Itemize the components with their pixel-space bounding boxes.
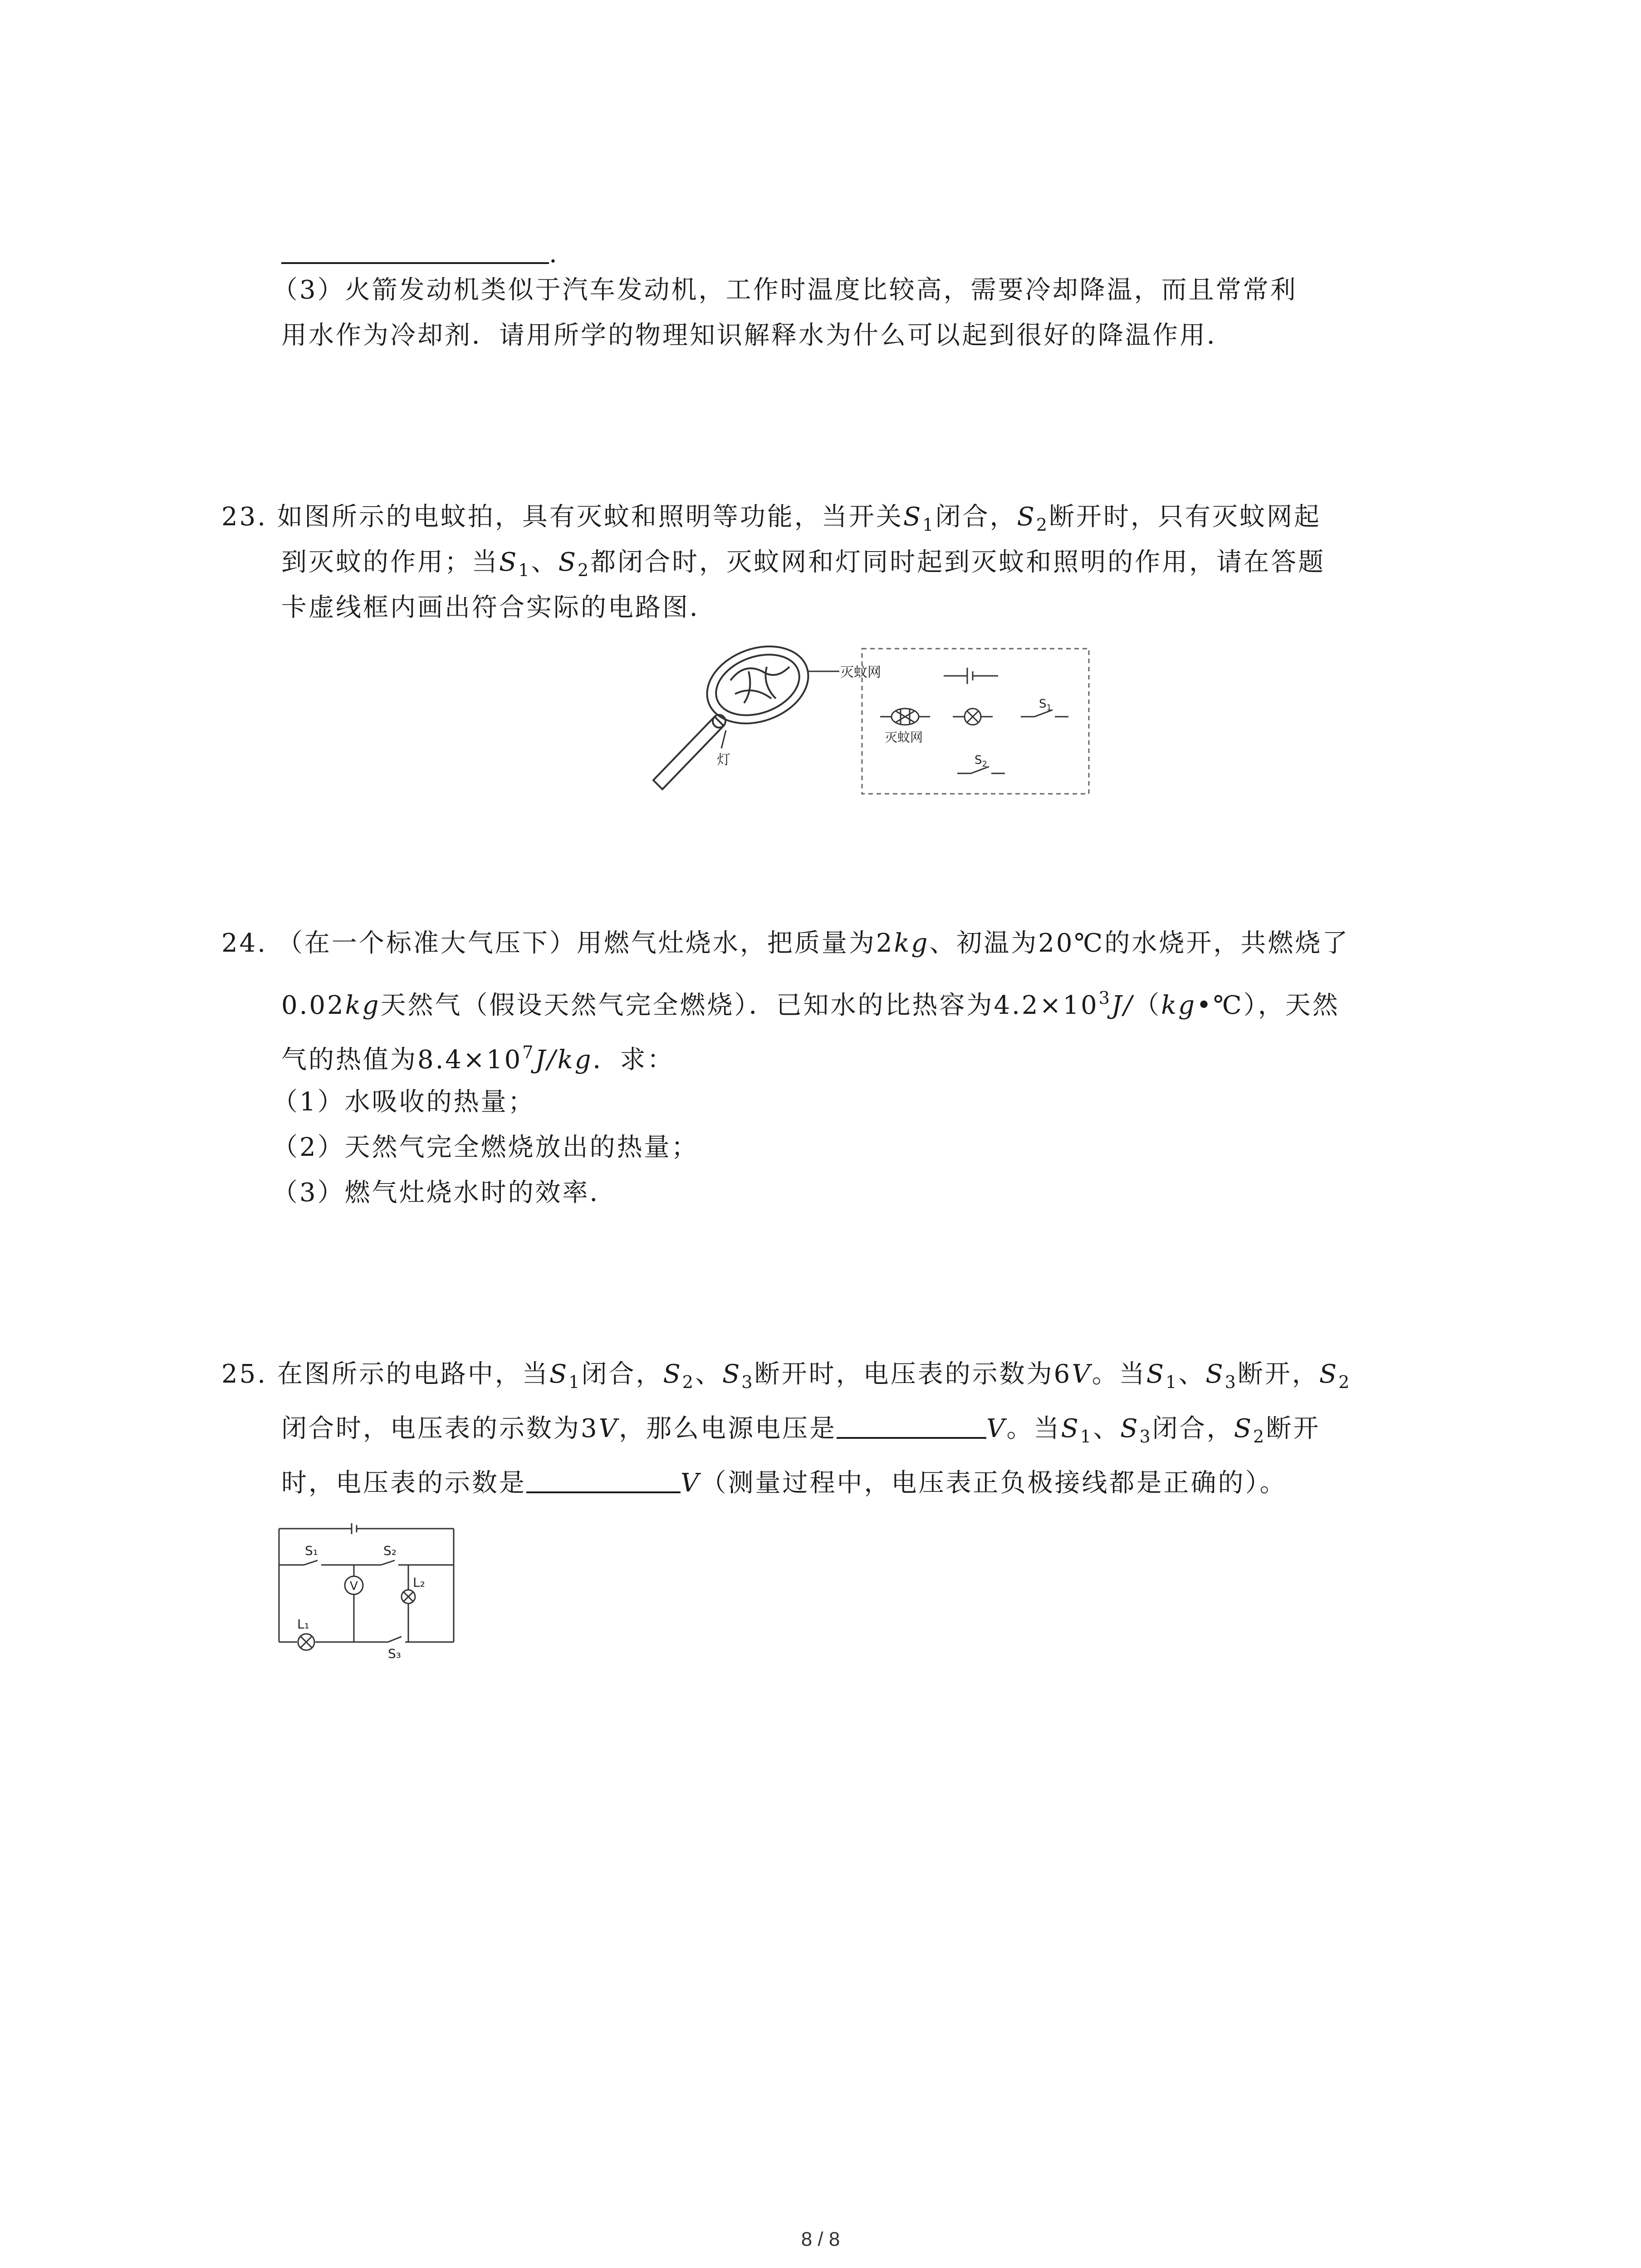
q25-text: 。当 (1092, 1359, 1146, 1389)
switch-s1-label: S₁ (305, 1543, 318, 1558)
q24-text: （在一个标准大气压下）用燃气灶烧水，把质量为 (277, 929, 876, 958)
q25-line1 (221, 1356, 1351, 1400)
q23-text: 断开时，只有灭蚊网起 (1049, 502, 1321, 532)
switch-s2-label: $S_2$ (975, 753, 987, 769)
q25-text: 时，电压表的示数是 (281, 1468, 526, 1498)
q24-text: 、初温为 (929, 929, 1038, 958)
q25-text: 闭合， (1152, 1414, 1234, 1443)
question-number: 24. (221, 929, 268, 958)
separator: 、 (1178, 1359, 1206, 1389)
q24-text: 气的热值为 (281, 1045, 417, 1075)
q24-text: •℃），天然 (1196, 991, 1340, 1020)
q25-text: （测量过程中，电压表正负极接线都是正确的）。 (700, 1468, 1287, 1498)
q23-text: 如图所示的电蚊拍，具有灭蚊和照明等功能，当开关 (277, 502, 903, 532)
q24-part3: （3）燃气灶烧水时的效率． (272, 1178, 617, 1207)
lamp-l1-label: L₁ (297, 1617, 309, 1632)
racket-drawing (653, 644, 819, 789)
q22-answer-line (281, 236, 559, 272)
exponent: 3 (1098, 988, 1112, 1008)
box-net-label: 灭蚊网 (885, 730, 923, 745)
period: . (549, 239, 559, 269)
lamp-l2-label: L₂ (413, 1575, 425, 1590)
unit: kg (1161, 991, 1197, 1020)
q24-text: 的水烧开，共燃烧了 (1104, 929, 1350, 958)
switch-s2-symbol (957, 767, 1005, 773)
unit: V (681, 1468, 701, 1498)
subscript: 1 (568, 1372, 582, 1392)
subscript: 1 (1080, 1427, 1093, 1447)
symbol: S (549, 1359, 569, 1389)
subscript: 3 (741, 1372, 754, 1392)
q25-line3 (281, 1465, 1287, 1501)
symbol: S (1319, 1359, 1339, 1389)
subscript: 2 (1338, 1372, 1352, 1392)
q25-text: 闭合时，电压表的示数为 (281, 1414, 581, 1443)
lamp-l2-symbol (402, 1590, 415, 1603)
racket-lamp-label: 灯 (717, 752, 730, 768)
symbol: S (722, 1359, 742, 1389)
lamp-l1-symbol (298, 1634, 314, 1650)
separator: 、 (695, 1359, 722, 1389)
q25-text: 断开时，电压表的示数为 (754, 1359, 1054, 1389)
symbol: S (1017, 502, 1036, 532)
value: 3 (581, 1414, 599, 1443)
q23-line2 (281, 544, 1325, 588)
q23-text: 都闭合时，灭蚊网和灯同时起到灭蚊和照明的作用，请在答题 (590, 547, 1326, 577)
subscript: 3 (1225, 1372, 1238, 1392)
q24-text: （ (1134, 991, 1161, 1020)
q23-text: 到灭蚊的作用；当 (281, 547, 499, 577)
voltmeter-label: V (350, 1579, 358, 1593)
subscript: 2 (682, 1372, 695, 1392)
exponent: 7 (522, 1042, 535, 1062)
subscript: 1 (922, 515, 936, 535)
symbol: S (903, 502, 923, 532)
net-element-icon (880, 709, 930, 725)
q25-text: 断开 (1266, 1414, 1321, 1443)
symbol: S (558, 547, 578, 577)
value: 20℃ (1038, 929, 1105, 958)
symbol: S (499, 547, 519, 577)
separator: 、 (531, 547, 558, 577)
q25-text: 闭合， (581, 1359, 663, 1389)
symbol: S (1061, 1414, 1080, 1443)
unit: V (986, 1414, 1007, 1443)
q25-text: ，那么电源电压是 (619, 1414, 837, 1443)
q24-line3 (281, 1034, 675, 1078)
symbol: S (1120, 1414, 1140, 1443)
page-number: 8 / 8 (801, 2228, 840, 2250)
symbol: S (663, 1359, 682, 1389)
subscript: 2 (577, 560, 591, 580)
unit: kg (894, 929, 930, 958)
q23-line3: 卡虚线框内画出符合实际的电路图． (281, 593, 717, 622)
q25-text: 。当 (1006, 1414, 1061, 1443)
subscript: 2 (1036, 515, 1049, 535)
q25-text: 在图所示的电路中，当 (277, 1359, 549, 1389)
q24-text: 天然气（假设天然气完全燃烧）．已知水的比热容为 (380, 991, 994, 1020)
switch-s1-label: $S_1$ (1039, 697, 1052, 713)
answer-blank-voltmeter-reading[interactable] (526, 1466, 681, 1493)
unit: J/kg (535, 1045, 593, 1075)
subscript: 2 (1253, 1427, 1266, 1447)
circuit-diagram (272, 1515, 463, 1660)
value: 6 (1053, 1359, 1072, 1389)
switch-s1-symbol (1021, 710, 1068, 717)
question-number: 23. (221, 502, 268, 532)
symbol: S (1234, 1414, 1254, 1443)
question-number: 25. (221, 1359, 268, 1389)
switch-s2-label: S₂ (383, 1543, 397, 1558)
unit: V (1072, 1359, 1092, 1389)
symbol: S (1205, 1359, 1225, 1389)
q22-part3-line1: （3）火箭发动机类似于汽车发动机，工作时温度比较高，需要冷却降温，而且常常利 (272, 275, 1298, 305)
unit: kg (345, 991, 381, 1020)
unit: V (598, 1414, 619, 1443)
q25-text: 断开， (1237, 1359, 1319, 1389)
q24-part1: （1）水吸收的热量； (272, 1087, 535, 1117)
racket-net-label: 灭蚊网 (840, 665, 881, 680)
switch-s3-label: S₃ (388, 1646, 401, 1660)
unit: J/ (1111, 991, 1134, 1020)
q22-part3-line2: 用水作为冷却剂．请用所学的物理知识解释水为什么可以起到很好的降温作用． (281, 321, 1234, 350)
separator: 、 (1093, 1414, 1121, 1443)
battery-symbol (944, 668, 998, 684)
value: 2 (876, 929, 894, 958)
q24-line1 (221, 925, 1349, 962)
subscript: 1 (1166, 1372, 1179, 1392)
answer-blank-source-voltage[interactable] (837, 1412, 986, 1439)
value: 4.2×10 (994, 991, 1099, 1020)
symbol: S (1146, 1359, 1166, 1389)
q23-line1 (221, 499, 1321, 543)
q24-part2: （2）天然气完全燃烧放出的热量； (272, 1133, 699, 1162)
subscript: 1 (518, 560, 531, 580)
subscript: 3 (1139, 1427, 1152, 1447)
mosquito-racket-figure (644, 644, 1098, 798)
value: 0.02 (281, 991, 345, 1020)
q23-text: 闭合， (935, 502, 1017, 532)
q24-line2 (281, 980, 1340, 1024)
value: 8.4×10 (417, 1045, 523, 1075)
answer-blank[interactable] (281, 237, 549, 264)
q25-line2 (281, 1411, 1320, 1455)
q24-text: ．求： (593, 1045, 675, 1075)
lamp-symbol (953, 709, 993, 725)
